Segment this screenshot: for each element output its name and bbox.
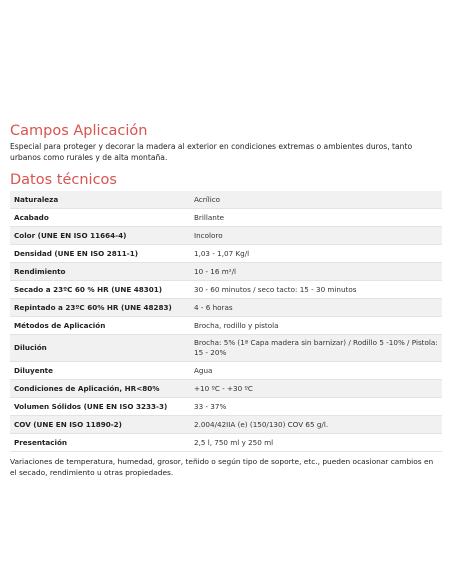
spec-value: 1,03 - 1,07 Kg/l: [190, 245, 442, 263]
spec-key: Densidad (UNE EN ISO 2811-1): [10, 245, 190, 263]
spec-value: Acrílico: [190, 191, 442, 209]
campos-aplicacion-heading: Campos Aplicación: [10, 123, 148, 139]
spec-value: Agua: [190, 362, 442, 380]
spec-key: Dilución: [10, 335, 190, 362]
spec-value: Brocha, rodillo y pistola: [190, 317, 442, 335]
table-row: [10, 380, 442, 398]
spec-value: +10 ºC - +30 ºC: [190, 380, 442, 398]
spec-key: Volumen Sólidos (UNE EN ISO 3233-3): [10, 398, 190, 416]
table-row: [10, 245, 442, 263]
spec-value: 2,5 l, 750 ml y 250 ml: [190, 434, 442, 452]
spec-key: Presentación: [10, 434, 190, 452]
table-row: [10, 227, 442, 245]
table-row: [10, 398, 442, 416]
spec-key: Naturaleza: [10, 191, 190, 209]
table-row: [10, 281, 442, 299]
table-row: [10, 317, 442, 335]
spec-key: Secado a 23ºC 60 % HR (UNE 48301): [10, 281, 190, 299]
spec-key: Acabado: [10, 209, 190, 227]
table-row: [10, 434, 442, 452]
spec-key: Condiciones de Aplicación, HR<80%: [10, 380, 190, 398]
spec-value: 30 - 60 minutos / seco tacto: 15 - 30 minutos: [190, 281, 442, 299]
table-row: [10, 362, 442, 380]
spec-value: 2.004/42IIA (e) (150/130) COV 65 g/l.: [190, 416, 442, 434]
spec-key: COV (UNE EN ISO 11890-2): [10, 416, 190, 434]
table-row: [10, 335, 442, 362]
spec-value: Brocha: 5% (1ª Capa madera sin barnizar) / Rodillo 5 -10% / Pistola: 15 - 20%: [190, 335, 442, 362]
table-row: [10, 209, 442, 227]
product-content: [10, 122, 442, 478]
datos-tecnicos-table: [10, 191, 442, 452]
table-row: [10, 263, 442, 281]
spec-value: Brillante: [190, 209, 442, 227]
spec-value: 4 - 6 horas: [190, 299, 442, 317]
spec-value: 33 - 37%: [190, 398, 442, 416]
spec-value: 10 - 16 m²/l: [190, 263, 442, 281]
disclaimer-note: Variaciones de temperatura, humedad, grosor, teñido o según tipo de soporte, etc., pueden ocasionar cambios en el secado, rendimiento u otras propiedades.: [10, 457, 434, 477]
table-row: [10, 416, 442, 434]
spec-key: Repintado a 23ºC 60% HR (UNE 48283): [10, 299, 190, 317]
spec-key: Métodos de Aplicación: [10, 317, 190, 335]
spec-value: Incoloro: [190, 227, 442, 245]
spec-key: Diluyente: [10, 362, 190, 380]
datos-tecnicos-heading: Datos técnicos: [10, 172, 117, 188]
spec-key: Rendimiento: [10, 263, 190, 281]
table-row: [10, 299, 442, 317]
table-row: [10, 191, 442, 209]
campos-aplicacion-text: Especial para proteger y decorar la madera al exterior en condiciones extremas o ambientes duros, tanto urbanos como rurales y de alta montaña.: [10, 142, 413, 162]
spec-key: Color (UNE EN ISO 11664-4): [10, 227, 190, 245]
